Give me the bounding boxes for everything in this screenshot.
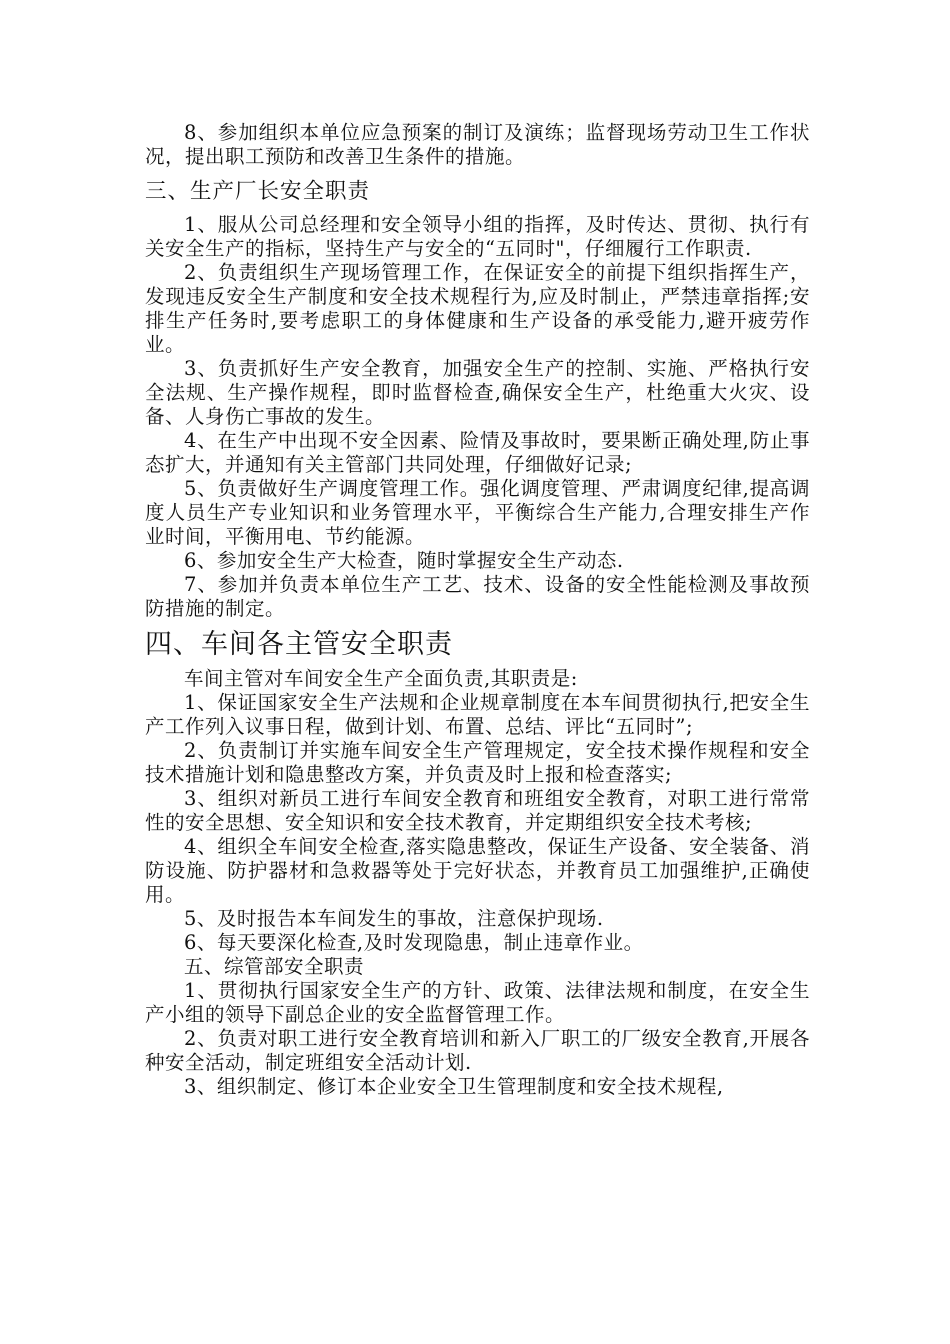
section5-item-3: 3、组织制定、修订本企业安全卫生管理制度和安全技术规程, [184,1075,724,1098]
section5-heading: 五、综管部安全职责 [184,955,365,978]
section5-item-1: 1、贯彻执行国家安全生产的方针、政策、法律法规和制度，在安全生产小组的领导下副总企业的安全监督管理工作。 [145,979,810,1026]
document-page [145,121,810,1099]
section3-item-5: 5、负责做好生产调度管理工作。强化调度管理、严肃调度纪律,提高调度人员生产专业知识和业务管理水平，平衡综合生产能力,合理安排生产作业时间，平衡用电、节约能源。 [145,477,810,548]
section3-item-1: 1、服从公司总经理和安全领导小组的指挥，及时传达、贯彻、执行有关安全生产的指标，坚持生产与安全的“五同时"，仔细履行工作职责. [145,213,810,260]
section2-item-8: 8、参加组织本单位应急预案的制订及演练；监督现场劳动卫生工作状况，提出职工预防和改善卫生条件的措施。 [145,121,810,168]
section4-item-3: 3、组织对新员工进行车间安全教育和班组安全教育，对职工进行常常性的安全思想、安全知识和安全技术教育，并定期组织安全技术考核; [145,787,810,834]
section5-item-2: 2、负责对职工进行安全教育培训和新入厂职工的厂级安全教育,开展各种安全活动，制定班组安全活动计划. [145,1027,810,1074]
section3-heading: 三、生产厂长安全职责 [145,179,371,204]
section3-item-4: 4、在生产中出现不安全因素、险情及事故时，要果断正确处理,防止事态扩大，并通知有关主管部门共同处理，仔细做好记录; [145,429,810,476]
section3-item-7: 7、参加并负责本单位生产工艺、技术、设备的安全性能检测及事故预防措施的制定。 [145,573,810,620]
section4-item-2: 2、负责制订并实施车间安全生产管理规定，安全技术操作规程和安全技术措施计划和隐患整改方案，并负责及时上报和检查落实; [145,739,810,786]
section4-item-5: 5、及时报告本车间发生的事故，注意保护现场. [184,907,604,930]
section4-intro: 车间主管对车间安全生产全面负责,其职责是: [184,667,578,690]
section4-heading: 四、车间各主管安全职责 [145,629,453,660]
section4-item-6: 6、每天要深化检查,及时发现隐患，制止违章作业。 [184,931,644,954]
section3-item-2: 2、负责组织生产现场管理工作，在保证安全的前提下组织指挥生产，发现违反安全生产制度和安全技术规程行为,应及时制止，严禁违章指挥;安排生产任务时,要考虑职工的身体健康和生产设备的承受能力,避开疲劳作业。 [145,261,810,356]
section3-item-6: 6、参加安全生产大检查，随时掌握安全生产动态. [184,549,624,572]
section3-item-3: 3、负责抓好生产安全教育，加强安全生产的控制、实施、严格执行安全法规、生产操作规程，即时监督检查,确保安全生产，杜绝重大火灾、设备、人身伤亡事故的发生。 [145,357,810,428]
section4-item-4: 4、组织全车间安全检查,落实隐患整改，保证生产设备、安全装备、消防设施、防护器材和急救器等处于完好状态，并教育员工加强维护,正确使用。 [145,835,810,906]
section4-item-1: 1、保证国家安全生产法规和企业规章制度在本车间贯彻执行,把安全生产工作列入议事日程，做到计划、布置、总结、评比“五同时”; [145,691,810,738]
